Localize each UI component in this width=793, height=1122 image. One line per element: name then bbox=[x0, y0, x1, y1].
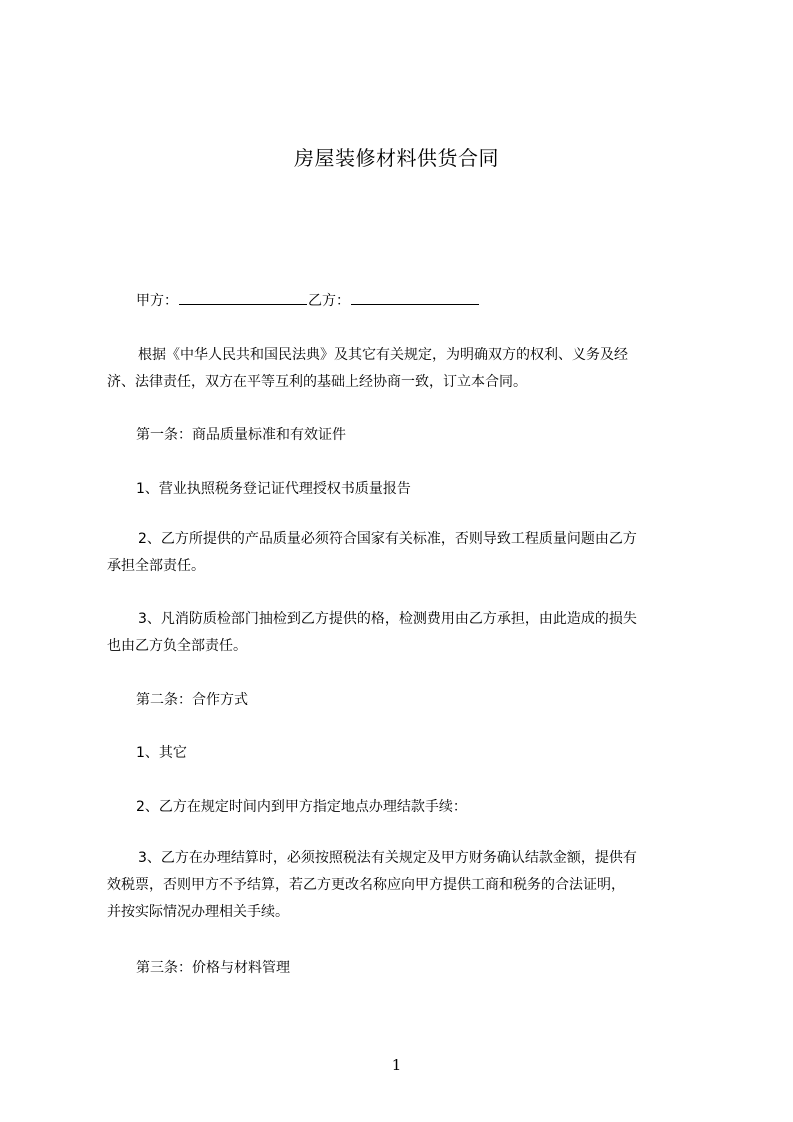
party-b-blank bbox=[351, 303, 479, 305]
article-1-item-2-line-1: 2、乙方所提供的产品质量必须符合国家有关标准，否则导致工程质量问题由乙方 bbox=[138, 531, 637, 547]
page-number: 1 bbox=[391, 1056, 402, 1074]
article-1-heading: 第一条：商品质量标准和有效证件 bbox=[136, 427, 346, 443]
intro-line-1: 根据《中华人民共和国民法典》及其它有关规定，为明确双方的权利、义务及经 bbox=[138, 347, 628, 363]
article-2-item-1: 1、其它 bbox=[136, 745, 187, 761]
article-1-item-2-line-2: 承担全部责任。 bbox=[107, 558, 205, 574]
article-2-item-3-line-2: 效税票，否则甲方不予结算，若乙方更改名称应向甲方提供工商和税务的合法证明， bbox=[107, 877, 625, 893]
article-2-heading: 第二条：合作方式 bbox=[136, 692, 248, 708]
article-1-item-1: 1、营业执照税务登记证代理授权书质量报告 bbox=[136, 481, 411, 497]
article-3-heading: 第三条：价格与材料管理 bbox=[136, 960, 290, 976]
document-title: 房屋装修材料供货合同 bbox=[294, 146, 499, 170]
article-1-item-3 bbox=[107, 606, 697, 660]
article-2-item-3-line-1: 3、乙方在办理结算时，必须按照税法有关规定及甲方财务确认结款金额，提供有 bbox=[138, 850, 637, 866]
party-b-label: 乙方： bbox=[308, 293, 350, 309]
party-a-blank bbox=[179, 303, 307, 305]
intro-line-2: 济、法律责任，双方在平等互利的基础上经协商一致，订立本合同。 bbox=[107, 374, 527, 390]
article-1-item-3-line-1: 3、凡消防质检部门抽检到乙方提供的格，检测费用由乙方承担，由此造成的损失 bbox=[138, 611, 637, 627]
article-2-item-3 bbox=[107, 845, 697, 926]
parties-line bbox=[136, 291, 480, 311]
article-1-item-2 bbox=[107, 526, 697, 580]
article-1-item-3-line-2: 也由乙方负全部责任。 bbox=[107, 638, 247, 654]
party-a-label: 甲方： bbox=[136, 293, 178, 309]
article-2-item-3-line-3: 并按实际情况办理相关手续。 bbox=[107, 904, 289, 920]
article-2-item-2: 2、乙方在规定时间内到甲方指定地点办理结款手续： bbox=[136, 799, 467, 815]
intro-paragraph bbox=[107, 342, 697, 396]
